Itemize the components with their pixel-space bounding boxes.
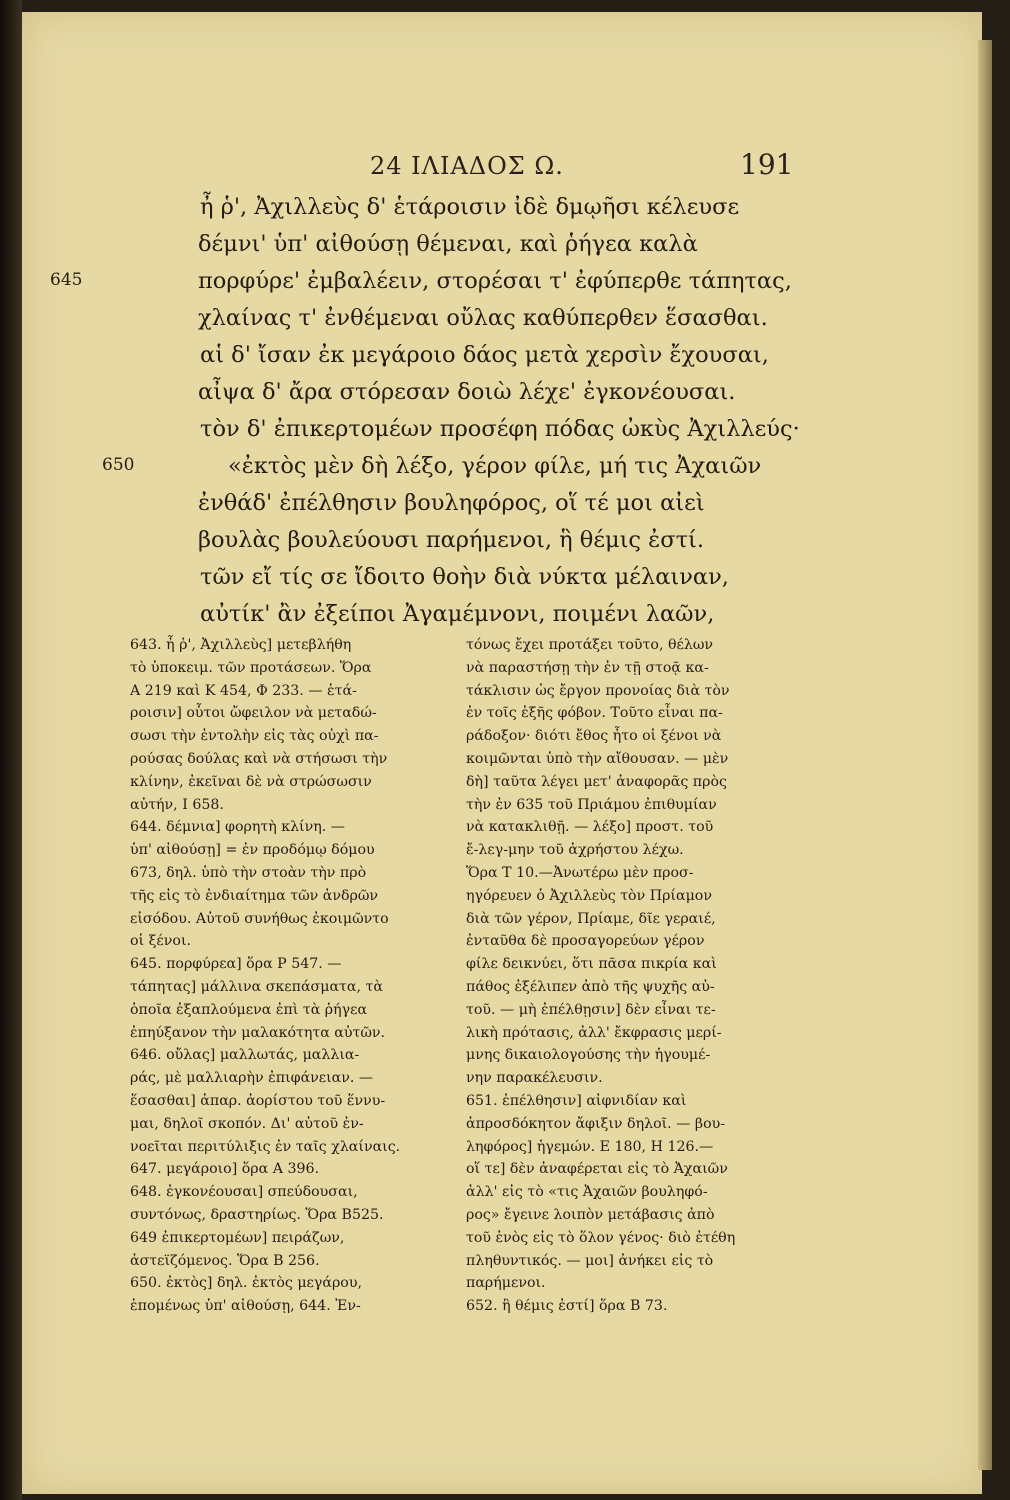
note-line: ἀπροσδόκητον ἄφιξιν δηλοῖ. — βου- xyxy=(466,1115,726,1132)
note-line: ρούσας δούλας καὶ νὰ στήσωσι τὴν xyxy=(130,750,388,767)
note-line: σωσι τὴν ἐντολὴν εἰς τὰς οὐχὶ πα- xyxy=(130,728,379,745)
note-line: ὑπ' αἰθούσῃ] = ἐν προδόμῳ δόμου xyxy=(130,842,375,859)
verse-text: τὸν δ' ἐπικερτομέων προσέφη πόδας ὠκὺς Ἀχιλλεύς· xyxy=(200,416,800,442)
note-line: ροισιν] οὗτοι ὤφειλον νὰ μεταδώ- xyxy=(130,705,377,722)
note-line: πάθος ἐξέλιπεν ἀπὸ τῆς ψυχῆς αὐ- xyxy=(466,978,715,995)
note-line: οἵ τε] δὲν ἀναφέρεται εἰς τὸ Ἀχαιῶν xyxy=(466,1161,728,1178)
verse-text: αἱ δ' ἴσαν ἐκ μεγάροιο δάος μετὰ χερσὶν ἔχουσαι, xyxy=(200,342,769,368)
note-line: ρος» ἔγεινε λοιπὸν μετάβασις ἀπὸ xyxy=(466,1206,715,1223)
note-line: ἐν τοῖς ἑξῆς φόβον. Τοῦτο εἶναι πα- xyxy=(466,705,723,722)
note-line: κοιμῶνται ὑπὸ τὴν αἴθουσαν. — μὲν xyxy=(466,750,729,767)
note-line: δὴ] ταῦτα λέγει μετ' ἀναφορᾶς πρὸς xyxy=(466,773,727,790)
note-line: αὐτήν, Ι 658. xyxy=(130,796,224,813)
verse-text: ἦ ῥ', Ἀχιλλεὺς δ' ἑτάροισιν ἰδὲ δμῳῆσι κέλευσε xyxy=(200,194,740,220)
note-line: εἰσόδου. Αὐτοῦ συνήθως ἐκοιμῶντο xyxy=(130,910,389,927)
verse-line xyxy=(22,268,982,302)
note-line: συντόνως, δραστηρίως. Ὅρα Β525. xyxy=(130,1206,384,1223)
verse-line xyxy=(22,231,982,265)
note-line: τοῦ. — μὴ ἐπέλθῃσιν] δὲν εἶναι τε- xyxy=(466,1001,716,1018)
note-line: ηγόρευεν ὁ Ἀχιλλεὺς τὸν Πρίαμον xyxy=(466,887,712,904)
note-line: νὰ παραστήσῃ τὴν ἐν τῇ στοᾷ κα- xyxy=(466,659,709,676)
book-page xyxy=(22,12,982,1494)
note-line: ληφόρος] ἡγεμών. Ε 180, Η 126.— xyxy=(466,1138,714,1155)
note-line: διὰ τῶν γέρον, Πρίαμε, δῖε γεραιέ, xyxy=(466,910,716,927)
verse-text: αὐτίκ' ἂν ἐξείποι Ἀγαμέμνονι, ποιμένι λαῶν, xyxy=(200,601,715,627)
verse-line xyxy=(22,601,982,635)
note-line: 673, δηλ. ὑπὸ τὴν στοὰν τὴν πρὸ xyxy=(130,864,367,881)
note-line: ἔ-λεγ-μην τοῦ ἀχρήστου λέχω. xyxy=(466,842,684,859)
note-line: 643. ἦ ῥ', Ἀχιλλεὺς] μετεβλήθη xyxy=(130,637,352,653)
note-line: παρήμενοι. xyxy=(466,1275,546,1292)
note-line: 648. ἐγκονέουσαι] σπεύδουσαι, xyxy=(130,1184,358,1201)
note-line: τάκλισιν ὡς ἔργον προνοίας διὰ τὸν xyxy=(466,682,730,699)
note-line: μνης δικαιολογούσης τὴν ἡγουμέ- xyxy=(466,1047,711,1064)
verse-line xyxy=(22,194,982,228)
verse-line xyxy=(22,416,982,450)
note-line: ἐνταῦθα δὲ προσαγορεύων γέρον xyxy=(466,933,705,950)
note-line: Α 219 καὶ Κ 454, Φ 233. — ἑτά- xyxy=(130,682,357,699)
note-line: πληθυντικός. — μοι] ἀνήκει εἰς τὸ xyxy=(466,1252,714,1269)
verse-line xyxy=(22,305,982,339)
note-line: λικὴ πρότασις, ἀλλ' ἔκφρασις μερί- xyxy=(466,1024,722,1041)
note-line: τάπητας] μάλλινα σκεπάσματα, τὰ xyxy=(130,978,383,995)
note-line: νην παρακέλευσιν. xyxy=(466,1070,603,1087)
note-line: νοεῖται περιτύλιξις ἐν ταῖς χλαίναις. xyxy=(130,1138,401,1155)
commentary-left-column xyxy=(130,634,438,1318)
verse-line xyxy=(22,342,982,376)
note-line: φίλε δεικνύει, ὅτι πᾶσα πικρία καὶ xyxy=(466,956,717,973)
note-line: 646. οὔλας] μαλλωτάς, μαλλια- xyxy=(130,1047,360,1064)
page-number: 191 xyxy=(740,148,794,181)
verse-line xyxy=(22,379,982,413)
page-header xyxy=(22,148,982,192)
note-line: νὰ κατακλιθῇ. — λέξο] προστ. τοῦ xyxy=(466,819,714,836)
verse-text: τῶν εἴ τίς σε ἴδοιτο θοὴν διὰ νύκτα μέλαιναν, xyxy=(200,564,729,590)
note-line: ἀστεϊζόμενος. Ὅρα Β 256. xyxy=(130,1252,320,1269)
commentary-right-column xyxy=(466,634,784,1318)
note-line: κλίνην, ἐκεῖναι δὲ νὰ στρώσωσιν xyxy=(130,773,372,790)
note-line: 652. ἣ θέμις ἐστί] ὅρα Β 73. xyxy=(466,1298,668,1315)
note-line: τόνως ἔχει προτάξει τοῦτο, θέλων xyxy=(466,637,714,653)
note-line: ὁποῖα ἐξαπλούμενα ἐπὶ τὰ ῥήγεα xyxy=(130,1001,368,1018)
verse-line xyxy=(22,564,982,598)
note-line: ράς, μὲ μαλλιαρὴν ἐπιφάνειαν. — xyxy=(130,1070,374,1087)
verse-line xyxy=(22,453,982,487)
note-line: ἀλλ' εἰς τὸ «τις Ἀχαιῶν βουληφό- xyxy=(466,1184,708,1201)
note-line: 644. δέμνια] φορητὴ κλίνη. — xyxy=(130,819,345,836)
verse-text: «ἐκτὸς μὲν δὴ λέξο, γέρον φίλε, μή τις Ἀχαιῶν xyxy=(228,453,762,479)
note-line: 649 ἐπικερτομέων] πειράζων, xyxy=(130,1229,345,1246)
binding-shadow xyxy=(0,0,22,1500)
note-line: 650. ἐκτὸς] δηλ. ἐκτὸς μεγάρου, xyxy=(130,1275,362,1292)
note-line: τῆς εἰς τὸ ἐνδιαίτημα τῶν ἀνδρῶν xyxy=(130,887,379,904)
note-line: 651. ἐπέλθησιν] αἰφνιδίαν καὶ xyxy=(466,1092,687,1109)
line-number: 650 xyxy=(102,455,135,475)
note-line: οἱ ξένοι. xyxy=(130,933,192,950)
note-line: τὸ ὑποκειμ. τῶν προτάσεων. Ὅρα xyxy=(130,659,372,676)
verse-line xyxy=(22,490,982,524)
note-line: Ὅρα Τ 10.—Ἀνωτέρω μὲν προσ- xyxy=(466,864,694,881)
note-line: τὴν ἐν 635 τοῦ Πριάμου ἐπιθυμίαν xyxy=(466,796,717,813)
line-number: 645 xyxy=(50,270,83,290)
verse-text: πορφύρε' ἐμβαλέειν, στορέσαι τ' ἐφύπερθε τάπητας, xyxy=(198,268,792,294)
note-line: 647. μεγάροιο] ὅρα Α 396. xyxy=(130,1161,320,1178)
verse-line xyxy=(22,527,982,561)
verse-text: βουλὰς βουλεύουσι παρήμενοι, ἣ θέμις ἐστί. xyxy=(198,527,705,553)
note-line: ράδοξον· διότι ἔθος ἦτο οἱ ξένοι νὰ xyxy=(466,728,722,745)
running-title: 24 ΙΛΙΑΔΟΣ Ω. xyxy=(370,152,564,180)
note-line: μαι, δηλοῖ σκοπόν. Δι' αὐτοῦ ἐν- xyxy=(130,1115,364,1132)
verse-text: δέμνι' ὑπ' αἰθούσῃ θέμεναι, καὶ ῥήγεα καλὰ xyxy=(198,231,698,257)
verse-text: ἐνθάδ' ἐπέλθησιν βουληφόρος, οἵ τέ μοι αἰεὶ xyxy=(198,490,705,516)
verse-text: χλαίνας τ' ἐνθέμεναι οὔλας καθύπερθεν ἕσασθαι. xyxy=(198,305,768,331)
verse-text: αἶψα δ' ἄρα στόρεσαν δοιὼ λέχε' ἐγκονέουσαι. xyxy=(198,379,736,405)
note-line: ἑπομένως ὑπ' αἰθούσῃ, 644. Ἐν- xyxy=(130,1298,361,1315)
note-line: ἕσασθαι] ἀπαρ. ἀορίστου τοῦ ἕννυ- xyxy=(130,1092,386,1109)
note-line: τοῦ ἑνὸς εἰς τὸ ὅλον γένος· διὸ ἐτέθη xyxy=(466,1229,736,1246)
note-line: 645. πορφύρεα] ὅρα Ρ 547. — xyxy=(130,956,342,973)
note-line: ἐπηύξανον τὴν μαλακότητα αὐτῶν. xyxy=(130,1024,386,1041)
page-edge xyxy=(978,40,992,1470)
